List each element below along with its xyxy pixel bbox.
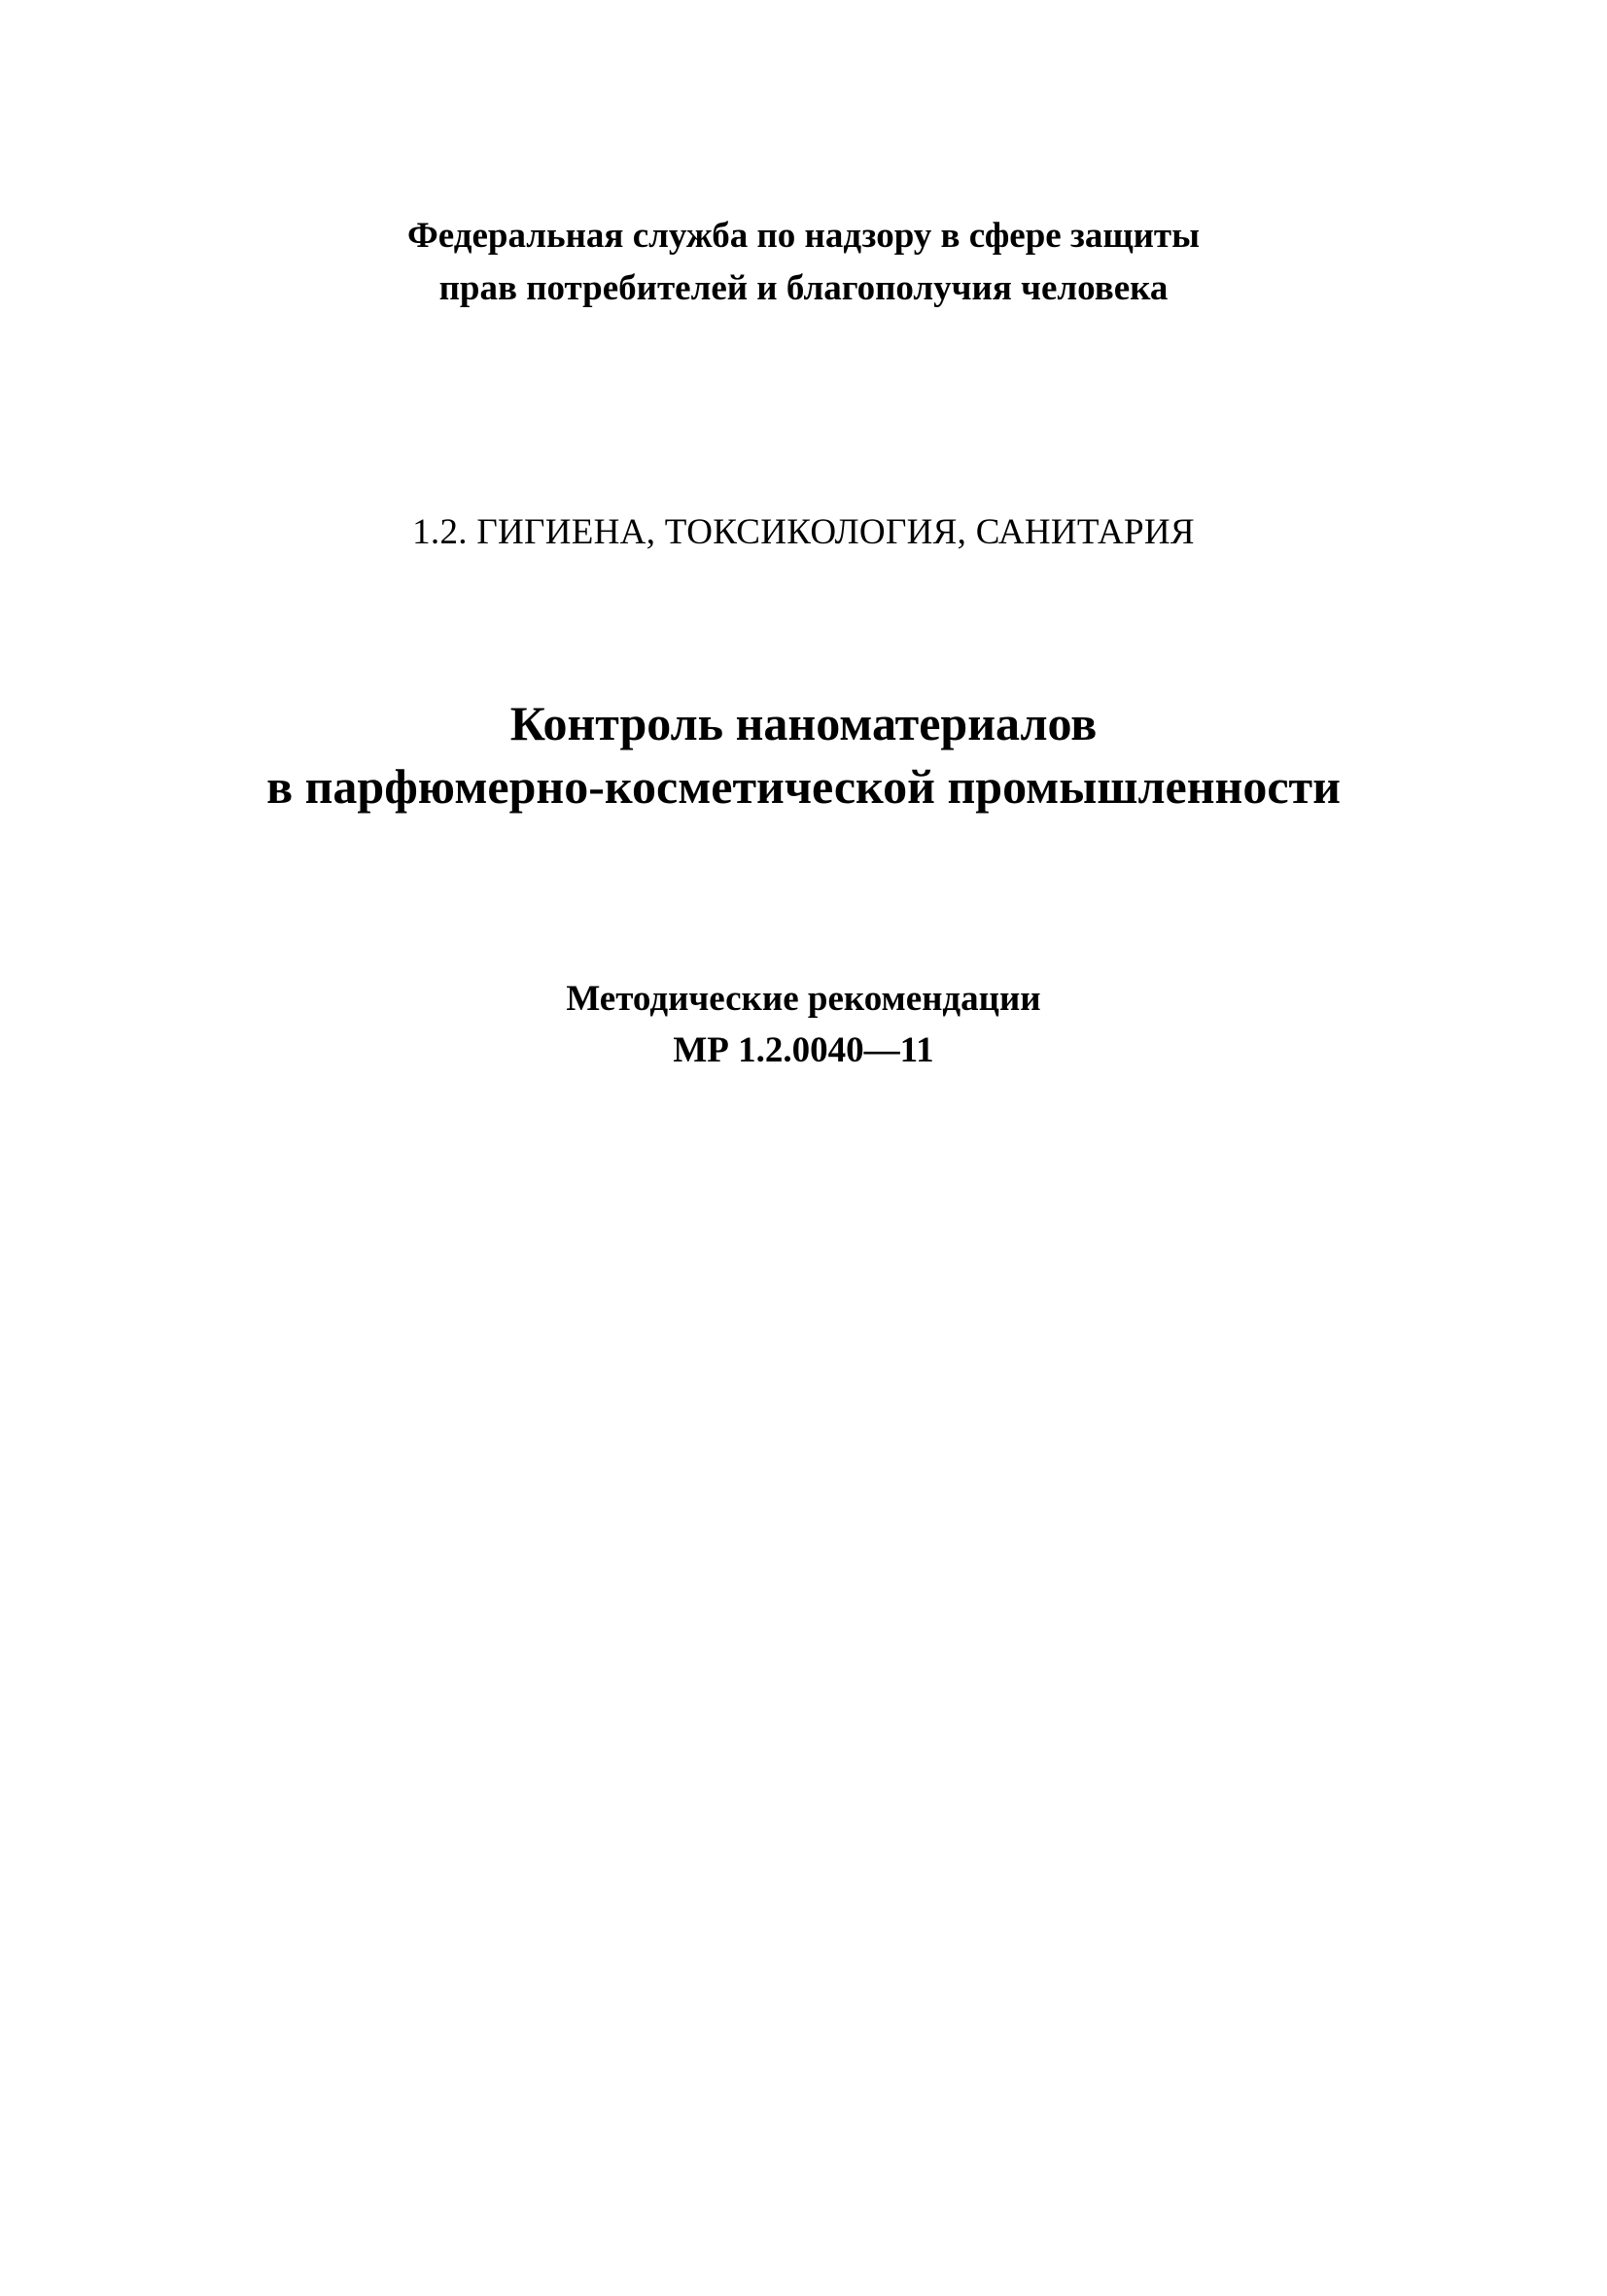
series-heading: 1.2. ГИГИЕНА, ТОКСИКОЛОГИЯ, САНИТАРИЯ [412,512,1195,552]
document-number: МР 1.2.0040—11 [673,1030,934,1070]
agency-name-line1: Федеральная служба по надзору в сфере защиты [407,216,1200,256]
agency-name-line2: прав потребителей и благополучия человека [438,268,1169,308]
document-title-line2: в парфюмерно-косметической промышленности [266,759,1341,814]
document-type: Методические рекомендации [566,979,1041,1019]
document-title-line1: Контроль наноматериалов [509,696,1098,750]
